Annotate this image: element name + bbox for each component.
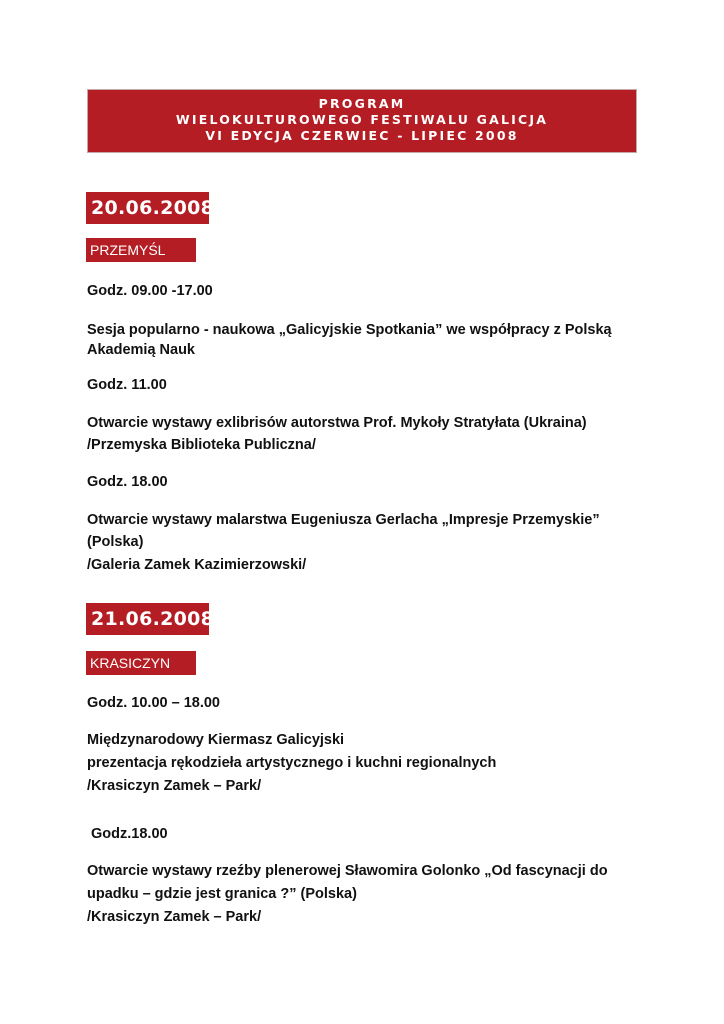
event-time: Godz. 11.00 (87, 377, 167, 393)
event-text: prezentacja rękodzieła artystycznego i kuchni regionalnych (87, 755, 497, 771)
place-tag: KRASICZYN (86, 651, 196, 675)
event-text: upadku – gdzie jest granica ?” (Polska) (87, 886, 357, 902)
event-text: Otwarcie wystawy malarstwa Eugeniusza Gerlacha „Impresje Przemyskie” (87, 512, 600, 528)
event-text: /Krasiczyn Zamek – Park/ (87, 909, 262, 925)
event-text: /Przemyska Biblioteka Publiczna/ (87, 437, 316, 453)
place-tag: PRZEMYŚL (86, 238, 196, 262)
date-tag: 21.06.2008 (86, 603, 209, 635)
event-text: Otwarcie wystawy exlibrisów autorstwa Prof. Mykoły Stratyłata (Ukraina) (87, 415, 587, 431)
event-text: (Polska) (87, 534, 144, 550)
program-banner (87, 89, 637, 153)
event-text: Sesja popularno - naukowa „Galicyjskie Spotkania” we współpracy z Polską (87, 322, 612, 338)
event-text: /Galeria Zamek Kazimierzowski/ (87, 557, 307, 573)
banner-line-3: VI EDYCJA CZERWIEC - LIPIEC 2008 (205, 128, 519, 143)
event-text: Międzynarodowy Kiermasz Galicyjski (87, 732, 345, 748)
event-time: Godz. 10.00 – 18.00 (87, 695, 220, 711)
event-text: Otwarcie wystawy rzeźby plenerowej Sławomira Golonko „Od fascynacji do (87, 863, 608, 879)
event-text: /Krasiczyn Zamek – Park/ (87, 778, 262, 794)
event-text: Akademią Nauk (87, 342, 195, 358)
banner-line-1: PROGRAM (318, 96, 406, 111)
banner-line-2: WIELOKULTUROWEGO FESTIWALU GALICJA (175, 112, 549, 127)
date-tag: 20.06.2008 (86, 192, 209, 224)
event-time: Godz.18.00 (87, 826, 168, 842)
event-time: Godz. 18.00 (87, 474, 168, 490)
event-time: Godz. 09.00 -17.00 (87, 283, 213, 299)
